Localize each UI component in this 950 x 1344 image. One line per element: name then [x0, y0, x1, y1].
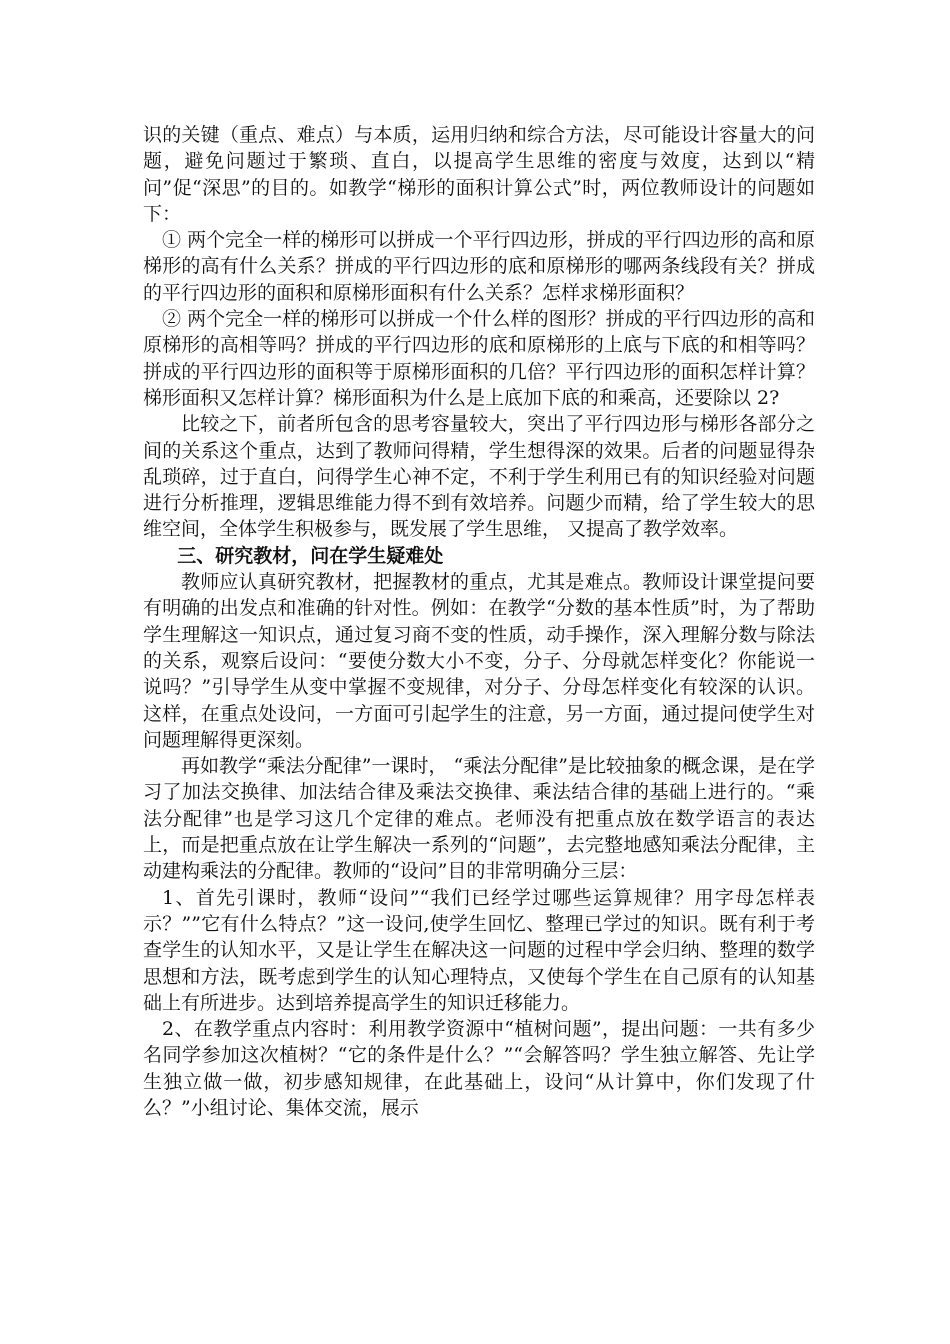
- paragraph-step-2: 2、在教学重点内容时：利用教学资源中“植树问题”，提出问题：一共有多少名同学参加这次植树？“它的条件是什么？”“会解答吗？学生独立解答、先让学生独立做一做，初步感知规律，在此基础上，设问“从计算中，你们发现了什么？”小组讨论、集体交流，展示: [143, 1018, 815, 1119]
- document-body: [143, 122, 815, 1121]
- section-heading: 三、研究教材，问在学生疑难处: [177, 544, 444, 567]
- paragraph-question-2: ② 两个完全一样的梯形可以拼成一个什么样的图形？拼成的平行四边形的高和原梯形的高相等吗？拼成的平行四边形的底和原梯形的上底与下底的和相等吗？拼成的平行四边形的面积等于原梯形面积的几倍？平行四边形的面积怎样计算？梯形面积又怎样计算？梯形面积为什么是上底加下底的和乘高，还要除以 2?: [143, 308, 815, 409]
- paragraph-step-1: 1、首先引课时，教师“设问”“我们已经学过哪些运算规律？用字母怎样表示？””它有什么特点？”这一设问,使学生回忆、整理已学过的知识。既有利于考查学生的认知水平，又是让学生在解决这一问题的过程中学会归纳、整理的数学思想和方法，既考虑到学生的认知心理特点，又使每个学生在自己原有的认知基础上有所进步。达到培养提高学生的知识迁移能力。: [143, 886, 815, 1014]
- paragraph-question-1: ① 两个完全一样的梯形可以拼成一个平行四边形，拼成的平行四边形的高和原梯形的高有什么关系？拼成的平行四边形的底和原梯形的哪两条线段有关？拼成的平行四边形的面积和原梯形面积有什么关系？怎样求梯形面积？: [143, 229, 815, 304]
- paragraph-comparison: 比较之下，前者所包含的思考容量较大，突出了平行四边形与梯形各部分之间的关系这个重点，达到了教师问得精，学生想得深的效果。后者的问题显得杂乱琐碎，过于直白，问得学生心神不定，不利于学生利用已有的知识经验对问题进行分析推理，逻辑思维能力得不到有效培养。问题少而精，给了学生较大的思维空间，全体学生积极参与，既发展了学生思维， 又提高了教学效率。: [143, 413, 815, 541]
- paragraph-intro: 识的关键（重点、难点）与本质，运用归纳和综合方法，尽可能设计容量大的问题，避免问题过于繁琐、直白，以提高学生思维的密度与效度，达到以“精问”促“深思”的目的。如教学“梯形的面积计算公式”时，两位教师设计的问题如下：: [143, 124, 815, 225]
- paragraph-textbook: 教师应认真研究教材，把握教材的重点，尤其是难点。教师设计课堂提问要有明确的出发点和准确的针对性。例如：在教学“分数的基本性质”时，为了帮助学生理解这一知识点，通过复习商不变的性质，动手操作，深入理解分数与除法的关系，观察后设问：“要使分数大小不变，分子、分母就怎样变化？你能说一说吗？”引导学生从变中掌握不变规律，对分子、分母怎样变化有较深的认识。这样，在重点处设问，一方面可引起学生的注意，另一方面，通过提问使学生对问题理解得更深刻。: [143, 571, 815, 751]
- paragraph-distributive-law: 再如教学“乘法分配律”一课时， “乘法分配律”是比较抽象的概念课，是在学习了加法交换律、加法结合律及乘法交换律、乘法结合律的基础上进行的。“乘法分配律”也是学习这几个定律的难点。老师没有把重点放在数学语言的表达上，而是把重点放在让学生解决一系列的“问题”，去完整地感知乘法分配律，主动建构乘法的分配律。教师的“设问”目的非常明确分三层：: [143, 755, 815, 883]
